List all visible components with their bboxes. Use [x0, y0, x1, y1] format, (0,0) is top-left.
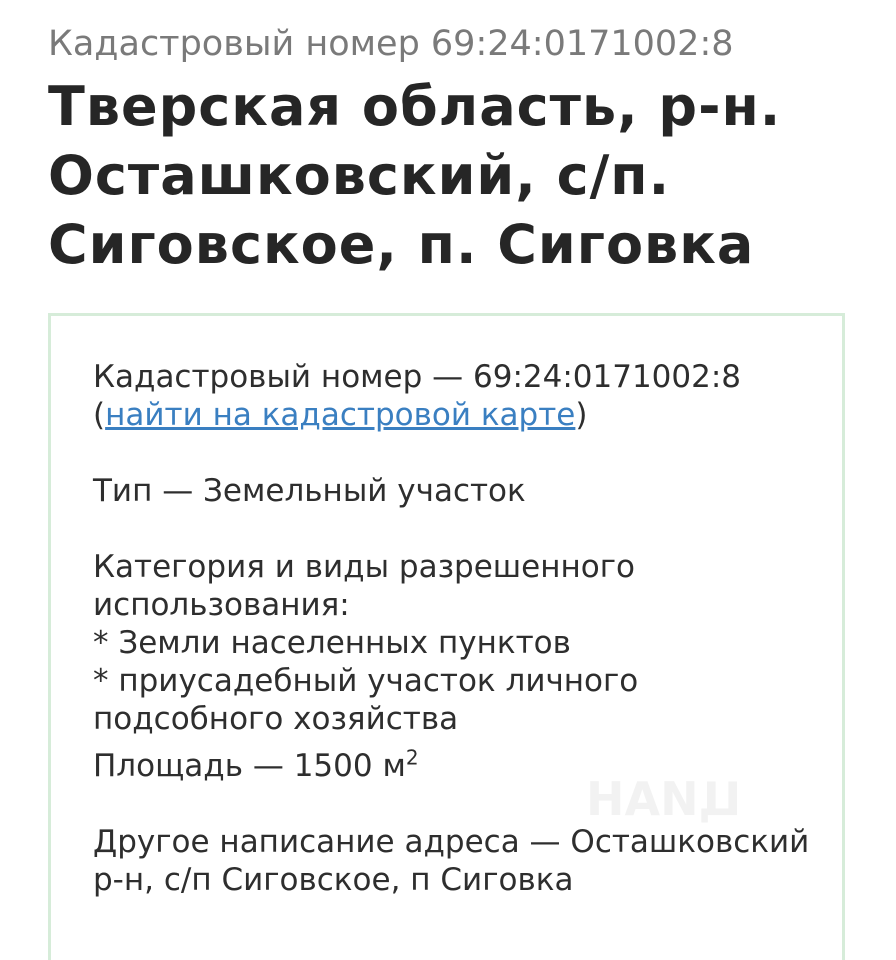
link-paren-open: (: [93, 397, 106, 433]
info-card: [48, 313, 845, 960]
category-item: подсобного хозяйства: [93, 701, 459, 737]
title-line: Сиговское, п. Сиговка: [48, 213, 755, 276]
category-item: * Земли населенных пунктов: [93, 625, 571, 661]
watermark-logo: ЦИАН: [586, 772, 742, 826]
alt-address-block: [93, 823, 823, 899]
category-block: [93, 548, 823, 738]
area-text: Площадь — 1500 м: [93, 748, 406, 784]
cadastral-map-link[interactable]: найти на кадастровой карте: [105, 397, 576, 433]
title-line: Тверская область, р-н.: [48, 75, 782, 138]
page-subtitle: Кадастровый номер 69:24:0171002:8: [48, 24, 734, 64]
title-line: Осташковский, с/п.: [48, 144, 671, 207]
alt-address-text: р-н, с/п Сиговское, п Сиговка: [93, 862, 574, 898]
cadastral-number-text: Кадастровый номер — 69:24:0171002:8: [93, 359, 742, 395]
alt-address-text: Другое написание адреса — Осташковский: [93, 824, 810, 860]
category-heading: использования:: [93, 587, 350, 623]
type-block: Тип — Земельный участок: [93, 473, 526, 509]
area-superscript: 2: [405, 745, 419, 770]
category-item: * приусадебный участок личного: [93, 663, 639, 699]
link-paren-close: ): [575, 397, 588, 433]
page-title: [48, 72, 838, 279]
category-heading: Категория и виды разрешенного: [93, 549, 636, 585]
cadastral-number-block: [93, 358, 823, 434]
